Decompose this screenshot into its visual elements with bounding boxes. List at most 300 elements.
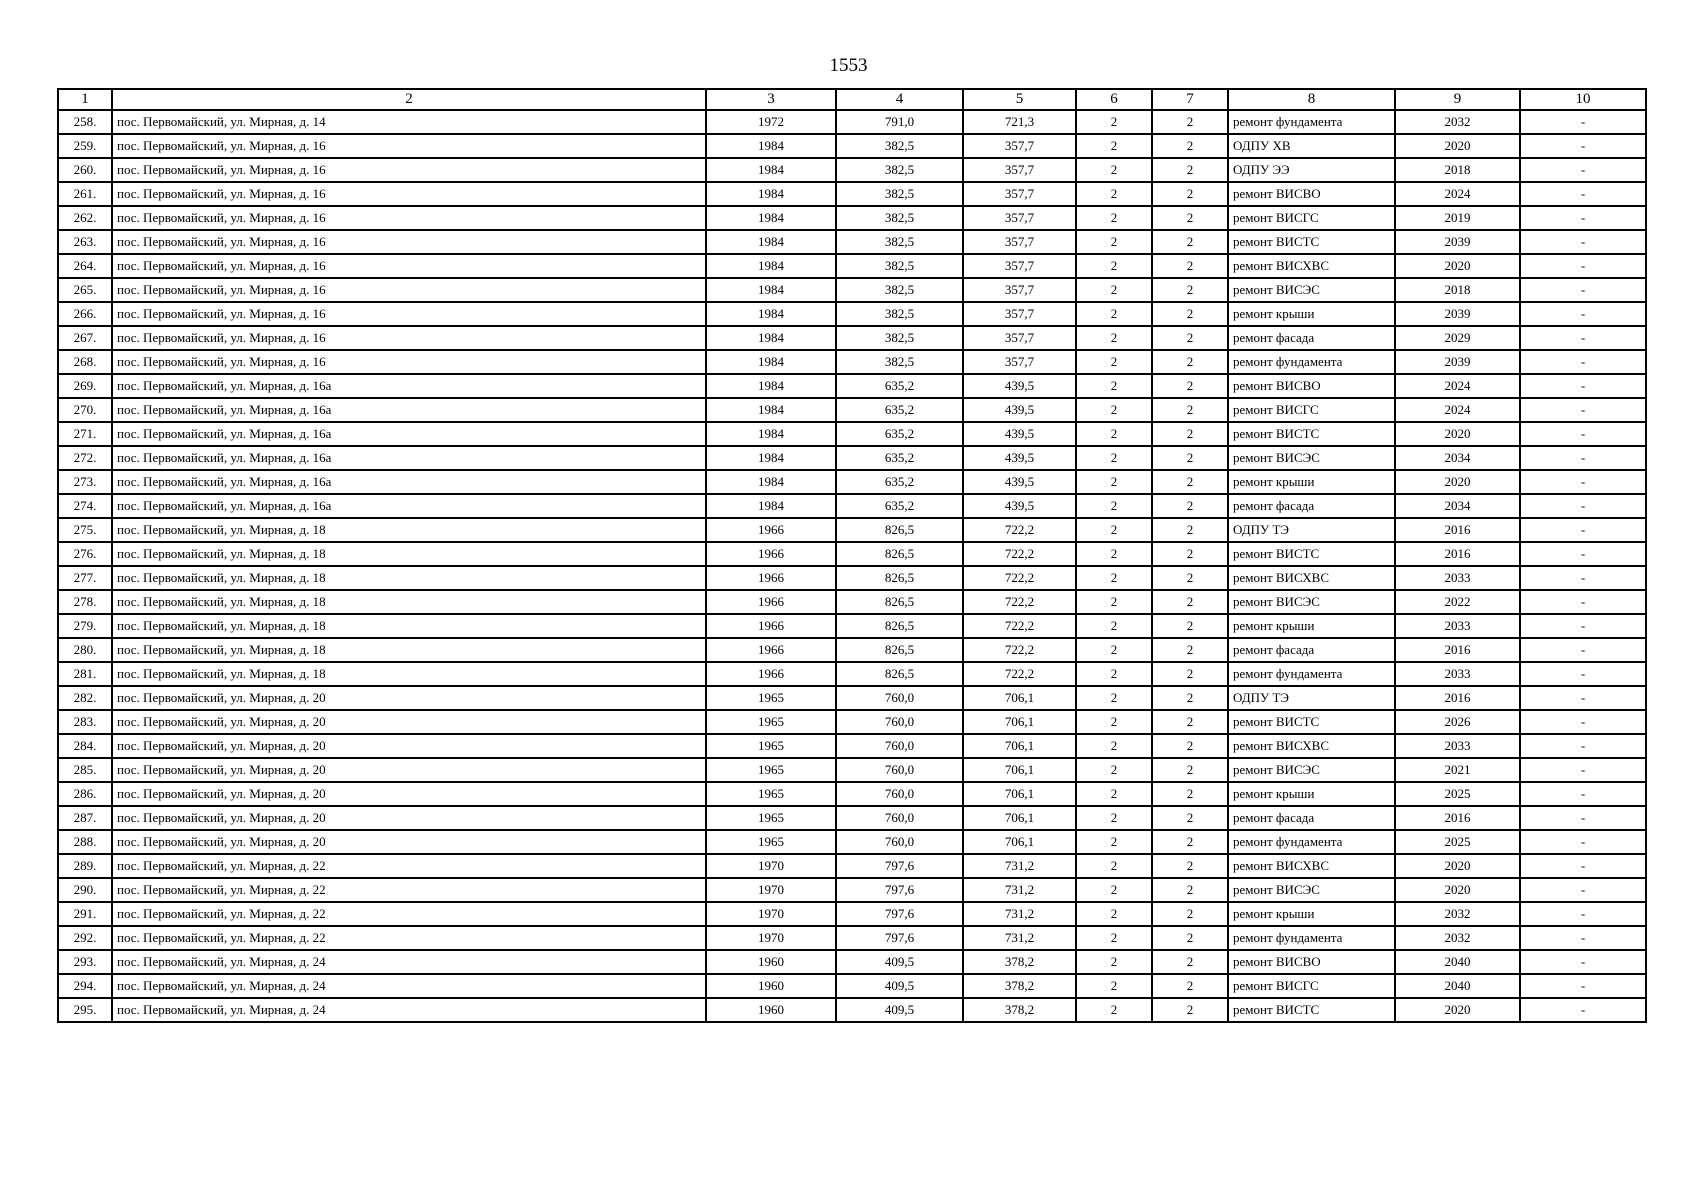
- cell-address: пос. Первомайский, ул. Мирная, д. 22: [112, 878, 706, 902]
- cell-year-built: 1970: [706, 902, 836, 926]
- table-row: [58, 302, 1646, 326]
- cell-row-number: 278.: [58, 590, 112, 614]
- cell-year-built: 1984: [706, 422, 836, 446]
- cell-address: пос. Первомайский, ул. Мирная, д. 18: [112, 638, 706, 662]
- cell-total-area: 826,5: [836, 518, 963, 542]
- cell-address: пос. Первомайский, ул. Мирная, д. 16: [112, 230, 706, 254]
- cell-floors: 2: [1076, 518, 1152, 542]
- cell-year-built: 1960: [706, 998, 836, 1022]
- cell-work-type: ремонт ВИСТС: [1228, 998, 1395, 1022]
- cell-entrances: 2: [1152, 134, 1228, 158]
- cell-work-type: ОДПУ ЭЭ: [1228, 158, 1395, 182]
- cell-entrances: 2: [1152, 902, 1228, 926]
- table-row: [58, 278, 1646, 302]
- cell-year-built: 1965: [706, 830, 836, 854]
- cell-row-number: 270.: [58, 398, 112, 422]
- cell-note: -: [1520, 614, 1646, 638]
- cell-living-area: 357,7: [963, 278, 1076, 302]
- cell-note: -: [1520, 182, 1646, 206]
- table-row: [58, 830, 1646, 854]
- cell-address: пос. Первомайский, ул. Мирная, д. 16а: [112, 398, 706, 422]
- cell-living-area: 439,5: [963, 422, 1076, 446]
- cell-row-number: 261.: [58, 182, 112, 206]
- cell-row-number: 282.: [58, 686, 112, 710]
- cell-address: пос. Первомайский, ул. Мирная, д. 16: [112, 326, 706, 350]
- cell-note: -: [1520, 782, 1646, 806]
- cell-total-area: 826,5: [836, 590, 963, 614]
- cell-living-area: 706,1: [963, 758, 1076, 782]
- cell-row-number: 281.: [58, 662, 112, 686]
- cell-year-built: 1984: [706, 350, 836, 374]
- cell-year-built: 1972: [706, 110, 836, 134]
- cell-total-area: 382,5: [836, 230, 963, 254]
- cell-total-area: 382,5: [836, 206, 963, 230]
- cell-address: пос. Первомайский, ул. Мирная, д. 14: [112, 110, 706, 134]
- cell-year: 2020: [1395, 422, 1520, 446]
- cell-note: -: [1520, 374, 1646, 398]
- cell-total-area: 635,2: [836, 446, 963, 470]
- cell-total-area: 382,5: [836, 254, 963, 278]
- cell-year-built: 1966: [706, 590, 836, 614]
- cell-work-type: ремонт крыши: [1228, 614, 1395, 638]
- cell-floors: 2: [1076, 350, 1152, 374]
- cell-note: -: [1520, 806, 1646, 830]
- cell-year: 2020: [1395, 878, 1520, 902]
- cell-living-area: 731,2: [963, 878, 1076, 902]
- cell-address: пос. Первомайский, ул. Мирная, д. 20: [112, 782, 706, 806]
- cell-row-number: 258.: [58, 110, 112, 134]
- cell-year: 2020: [1395, 470, 1520, 494]
- cell-note: -: [1520, 638, 1646, 662]
- cell-address: пос. Первомайский, ул. Мирная, д. 18: [112, 566, 706, 590]
- cell-total-area: 635,2: [836, 494, 963, 518]
- cell-year-built: 1984: [706, 326, 836, 350]
- cell-note: -: [1520, 974, 1646, 998]
- cell-total-area: 760,0: [836, 758, 963, 782]
- cell-row-number: 288.: [58, 830, 112, 854]
- cell-row-number: 286.: [58, 782, 112, 806]
- cell-year-built: 1965: [706, 710, 836, 734]
- cell-year: 2020: [1395, 854, 1520, 878]
- cell-total-area: 826,5: [836, 542, 963, 566]
- cell-floors: 2: [1076, 326, 1152, 350]
- table-row: [58, 614, 1646, 638]
- cell-entrances: 2: [1152, 494, 1228, 518]
- cell-floors: 2: [1076, 686, 1152, 710]
- cell-year: 2016: [1395, 638, 1520, 662]
- table-row: [58, 566, 1646, 590]
- cell-living-area: 722,2: [963, 518, 1076, 542]
- cell-work-type: ремонт ВИСЭС: [1228, 446, 1395, 470]
- cell-row-number: 276.: [58, 542, 112, 566]
- table-row: [58, 878, 1646, 902]
- cell-total-area: 635,2: [836, 398, 963, 422]
- cell-note: -: [1520, 902, 1646, 926]
- cell-address: пос. Первомайский, ул. Мирная, д. 16а: [112, 494, 706, 518]
- cell-year: 2024: [1395, 182, 1520, 206]
- table-row: [58, 350, 1646, 374]
- cell-living-area: 722,2: [963, 566, 1076, 590]
- cell-work-type: ремонт ВИСТС: [1228, 710, 1395, 734]
- cell-total-area: 382,5: [836, 182, 963, 206]
- cell-living-area: 706,1: [963, 734, 1076, 758]
- table-row: [58, 134, 1646, 158]
- cell-living-area: 357,7: [963, 158, 1076, 182]
- cell-floors: 2: [1076, 374, 1152, 398]
- cell-floors: 2: [1076, 182, 1152, 206]
- table-row: [58, 542, 1646, 566]
- cell-total-area: 409,5: [836, 974, 963, 998]
- cell-total-area: 826,5: [836, 614, 963, 638]
- cell-row-number: 275.: [58, 518, 112, 542]
- cell-year-built: 1970: [706, 878, 836, 902]
- cell-note: -: [1520, 758, 1646, 782]
- cell-total-area: 382,5: [836, 158, 963, 182]
- cell-floors: 2: [1076, 950, 1152, 974]
- cell-row-number: 295.: [58, 998, 112, 1022]
- table-row: [58, 950, 1646, 974]
- cell-row-number: 259.: [58, 134, 112, 158]
- cell-year: 2020: [1395, 254, 1520, 278]
- cell-floors: 2: [1076, 254, 1152, 278]
- table-row: [58, 758, 1646, 782]
- cell-entrances: 2: [1152, 350, 1228, 374]
- cell-address: пос. Первомайский, ул. Мирная, д. 22: [112, 926, 706, 950]
- table-row: [58, 854, 1646, 878]
- cell-work-type: ремонт ВИСВО: [1228, 950, 1395, 974]
- cell-living-area: 706,1: [963, 782, 1076, 806]
- cell-address: пос. Первомайский, ул. Мирная, д. 16: [112, 278, 706, 302]
- cell-entrances: 2: [1152, 446, 1228, 470]
- cell-entrances: 2: [1152, 542, 1228, 566]
- cell-total-area: 409,5: [836, 998, 963, 1022]
- cell-living-area: 722,2: [963, 590, 1076, 614]
- cell-living-area: 706,1: [963, 686, 1076, 710]
- cell-entrances: 2: [1152, 662, 1228, 686]
- cell-floors: 2: [1076, 494, 1152, 518]
- cell-living-area: 357,7: [963, 206, 1076, 230]
- cell-address: пос. Первомайский, ул. Мирная, д. 18: [112, 662, 706, 686]
- cell-address: пос. Первомайский, ул. Мирная, д. 24: [112, 974, 706, 998]
- cell-work-type: ремонт ВИСХВС: [1228, 254, 1395, 278]
- cell-entrances: 2: [1152, 854, 1228, 878]
- cell-year: 2029: [1395, 326, 1520, 350]
- cell-address: пос. Первомайский, ул. Мирная, д. 18: [112, 590, 706, 614]
- cell-row-number: 264.: [58, 254, 112, 278]
- cell-year: 2020: [1395, 134, 1520, 158]
- cell-work-type: ремонт крыши: [1228, 470, 1395, 494]
- cell-year-built: 1966: [706, 542, 836, 566]
- table-row: [58, 398, 1646, 422]
- cell-row-number: 262.: [58, 206, 112, 230]
- cell-note: -: [1520, 158, 1646, 182]
- column-header-5: 5: [963, 89, 1076, 110]
- cell-row-number: 287.: [58, 806, 112, 830]
- cell-living-area: 357,7: [963, 302, 1076, 326]
- cell-work-type: ремонт ВИСГС: [1228, 206, 1395, 230]
- cell-year: 2026: [1395, 710, 1520, 734]
- cell-year: 2034: [1395, 494, 1520, 518]
- cell-note: -: [1520, 254, 1646, 278]
- cell-year-built: 1984: [706, 182, 836, 206]
- cell-entrances: 2: [1152, 950, 1228, 974]
- table-row: [58, 782, 1646, 806]
- cell-entrances: 2: [1152, 110, 1228, 134]
- cell-year-built: 1966: [706, 662, 836, 686]
- cell-note: -: [1520, 422, 1646, 446]
- cell-note: -: [1520, 686, 1646, 710]
- cell-year: 2033: [1395, 566, 1520, 590]
- cell-floors: 2: [1076, 974, 1152, 998]
- cell-row-number: 272.: [58, 446, 112, 470]
- cell-work-type: ремонт ВИСЭС: [1228, 590, 1395, 614]
- cell-entrances: 2: [1152, 638, 1228, 662]
- cell-total-area: 760,0: [836, 806, 963, 830]
- cell-entrances: 2: [1152, 254, 1228, 278]
- cell-living-area: 378,2: [963, 950, 1076, 974]
- column-header-9: 9: [1395, 89, 1520, 110]
- cell-address: пос. Первомайский, ул. Мирная, д. 20: [112, 686, 706, 710]
- table-row: [58, 734, 1646, 758]
- cell-total-area: 760,0: [836, 830, 963, 854]
- cell-note: -: [1520, 878, 1646, 902]
- cell-row-number: 263.: [58, 230, 112, 254]
- cell-address: пос. Первомайский, ул. Мирная, д. 18: [112, 614, 706, 638]
- cell-living-area: 706,1: [963, 830, 1076, 854]
- table-row: [58, 470, 1646, 494]
- cell-living-area: 439,5: [963, 494, 1076, 518]
- table-row: [58, 206, 1646, 230]
- cell-year-built: 1966: [706, 638, 836, 662]
- cell-year-built: 1965: [706, 758, 836, 782]
- cell-year: 2024: [1395, 374, 1520, 398]
- cell-floors: 2: [1076, 158, 1152, 182]
- cell-floors: 2: [1076, 758, 1152, 782]
- cell-total-area: 797,6: [836, 878, 963, 902]
- cell-year: 2022: [1395, 590, 1520, 614]
- cell-floors: 2: [1076, 734, 1152, 758]
- cell-work-type: ОДПУ ХВ: [1228, 134, 1395, 158]
- cell-floors: 2: [1076, 926, 1152, 950]
- cell-floors: 2: [1076, 902, 1152, 926]
- cell-total-area: 826,5: [836, 638, 963, 662]
- cell-row-number: 285.: [58, 758, 112, 782]
- cell-address: пос. Первомайский, ул. Мирная, д. 24: [112, 998, 706, 1022]
- cell-entrances: 2: [1152, 806, 1228, 830]
- cell-year: 2020: [1395, 998, 1520, 1022]
- cell-row-number: 294.: [58, 974, 112, 998]
- cell-work-type: ремонт фундамента: [1228, 662, 1395, 686]
- cell-floors: 2: [1076, 422, 1152, 446]
- cell-note: -: [1520, 206, 1646, 230]
- table-row: [58, 638, 1646, 662]
- table-row: [58, 974, 1646, 998]
- cell-year-built: 1984: [706, 374, 836, 398]
- cell-year: 2018: [1395, 278, 1520, 302]
- table-row: [58, 494, 1646, 518]
- cell-row-number: 273.: [58, 470, 112, 494]
- cell-year: 2033: [1395, 614, 1520, 638]
- cell-note: -: [1520, 590, 1646, 614]
- cell-year: 2024: [1395, 398, 1520, 422]
- table-row: [58, 422, 1646, 446]
- cell-entrances: 2: [1152, 566, 1228, 590]
- cell-work-type: ремонт ВИСГС: [1228, 398, 1395, 422]
- cell-floors: 2: [1076, 662, 1152, 686]
- table-row: [58, 590, 1646, 614]
- cell-floors: 2: [1076, 230, 1152, 254]
- cell-living-area: 731,2: [963, 902, 1076, 926]
- cell-living-area: 731,2: [963, 854, 1076, 878]
- cell-year-built: 1970: [706, 854, 836, 878]
- cell-entrances: 2: [1152, 710, 1228, 734]
- cell-living-area: 378,2: [963, 998, 1076, 1022]
- cell-work-type: ремонт ВИСЭС: [1228, 278, 1395, 302]
- cell-note: -: [1520, 230, 1646, 254]
- cell-living-area: 721,3: [963, 110, 1076, 134]
- cell-entrances: 2: [1152, 470, 1228, 494]
- cell-floors: 2: [1076, 110, 1152, 134]
- cell-address: пос. Первомайский, ул. Мирная, д. 16а: [112, 446, 706, 470]
- cell-total-area: 382,5: [836, 134, 963, 158]
- cell-floors: 2: [1076, 134, 1152, 158]
- cell-address: пос. Первомайский, ул. Мирная, д. 22: [112, 854, 706, 878]
- cell-note: -: [1520, 494, 1646, 518]
- cell-living-area: 439,5: [963, 374, 1076, 398]
- cell-work-type: ремонт фасада: [1228, 638, 1395, 662]
- cell-note: -: [1520, 710, 1646, 734]
- cell-year-built: 1984: [706, 398, 836, 422]
- cell-work-type: ремонт фасада: [1228, 806, 1395, 830]
- cell-floors: 2: [1076, 854, 1152, 878]
- cell-year: 2021: [1395, 758, 1520, 782]
- cell-total-area: 382,5: [836, 350, 963, 374]
- cell-year-built: 1984: [706, 158, 836, 182]
- cell-year-built: 1984: [706, 206, 836, 230]
- cell-work-type: ремонт фасада: [1228, 326, 1395, 350]
- cell-entrances: 2: [1152, 518, 1228, 542]
- cell-living-area: 439,5: [963, 470, 1076, 494]
- cell-work-type: ремонт ВИСЭС: [1228, 758, 1395, 782]
- cell-year: 2016: [1395, 518, 1520, 542]
- cell-floors: 2: [1076, 638, 1152, 662]
- cell-year-built: 1960: [706, 974, 836, 998]
- cell-work-type: ремонт ВИСЭС: [1228, 878, 1395, 902]
- cell-year-built: 1966: [706, 518, 836, 542]
- cell-floors: 2: [1076, 830, 1152, 854]
- column-header-8: 8: [1228, 89, 1395, 110]
- cell-year: 2016: [1395, 686, 1520, 710]
- cell-living-area: 357,7: [963, 134, 1076, 158]
- cell-total-area: 797,6: [836, 926, 963, 950]
- column-header-7: 7: [1152, 89, 1228, 110]
- cell-entrances: 2: [1152, 998, 1228, 1022]
- column-header-10: 10: [1520, 89, 1646, 110]
- cell-total-area: 797,6: [836, 902, 963, 926]
- cell-address: пос. Первомайский, ул. Мирная, д. 20: [112, 830, 706, 854]
- cell-row-number: 289.: [58, 854, 112, 878]
- cell-work-type: ремонт ВИСВО: [1228, 374, 1395, 398]
- cell-entrances: 2: [1152, 926, 1228, 950]
- cell-living-area: 439,5: [963, 398, 1076, 422]
- cell-address: пос. Первомайский, ул. Мирная, д. 16: [112, 302, 706, 326]
- cell-note: -: [1520, 830, 1646, 854]
- cell-note: -: [1520, 302, 1646, 326]
- cell-total-area: 635,2: [836, 374, 963, 398]
- table-row: [58, 710, 1646, 734]
- table-row: [58, 374, 1646, 398]
- cell-note: -: [1520, 950, 1646, 974]
- cell-year-built: 1970: [706, 926, 836, 950]
- cell-address: пос. Первомайский, ул. Мирная, д. 20: [112, 710, 706, 734]
- cell-year-built: 1984: [706, 134, 836, 158]
- cell-row-number: 279.: [58, 614, 112, 638]
- cell-living-area: 378,2: [963, 974, 1076, 998]
- cell-total-area: 760,0: [836, 710, 963, 734]
- cell-floors: 2: [1076, 278, 1152, 302]
- cell-address: пос. Первомайский, ул. Мирная, д. 16: [112, 134, 706, 158]
- cell-living-area: 731,2: [963, 926, 1076, 950]
- cell-living-area: 722,2: [963, 542, 1076, 566]
- table-row: [58, 254, 1646, 278]
- cell-total-area: 826,5: [836, 662, 963, 686]
- cell-note: -: [1520, 854, 1646, 878]
- cell-address: пос. Первомайский, ул. Мирная, д. 16а: [112, 470, 706, 494]
- column-header-4: 4: [836, 89, 963, 110]
- cell-row-number: 290.: [58, 878, 112, 902]
- cell-year-built: 1966: [706, 566, 836, 590]
- cell-note: -: [1520, 566, 1646, 590]
- cell-total-area: 382,5: [836, 302, 963, 326]
- cell-address: пос. Первомайский, ул. Мирная, д. 22: [112, 902, 706, 926]
- cell-entrances: 2: [1152, 734, 1228, 758]
- cell-note: -: [1520, 446, 1646, 470]
- table-row: [58, 998, 1646, 1022]
- cell-note: -: [1520, 398, 1646, 422]
- cell-total-area: 797,6: [836, 854, 963, 878]
- cell-living-area: 357,7: [963, 182, 1076, 206]
- cell-total-area: 760,0: [836, 782, 963, 806]
- cell-floors: 2: [1076, 806, 1152, 830]
- cell-living-area: 357,7: [963, 350, 1076, 374]
- page-number: 1553: [829, 55, 868, 76]
- table-row: [58, 662, 1646, 686]
- cell-entrances: 2: [1152, 398, 1228, 422]
- cell-address: пос. Первомайский, ул. Мирная, д. 16: [112, 158, 706, 182]
- cell-address: пос. Первомайский, ул. Мирная, д. 16: [112, 254, 706, 278]
- cell-address: пос. Первомайский, ул. Мирная, д. 16а: [112, 374, 706, 398]
- cell-total-area: 382,5: [836, 278, 963, 302]
- cell-total-area: 382,5: [836, 326, 963, 350]
- cell-total-area: 791,0: [836, 110, 963, 134]
- cell-work-type: ремонт ВИСТС: [1228, 422, 1395, 446]
- cell-row-number: 271.: [58, 422, 112, 446]
- cell-address: пос. Первомайский, ул. Мирная, д. 18: [112, 518, 706, 542]
- table-header: [58, 89, 1646, 110]
- cell-row-number: 283.: [58, 710, 112, 734]
- cell-floors: 2: [1076, 470, 1152, 494]
- cell-floors: 2: [1076, 998, 1152, 1022]
- cell-year: 2040: [1395, 950, 1520, 974]
- cell-work-type: ремонт ВИСТС: [1228, 542, 1395, 566]
- cell-note: -: [1520, 134, 1646, 158]
- column-header-3: 3: [706, 89, 836, 110]
- cell-floors: 2: [1076, 878, 1152, 902]
- cell-year-built: 1965: [706, 782, 836, 806]
- cell-total-area: 760,0: [836, 734, 963, 758]
- cell-year-built: 1984: [706, 470, 836, 494]
- table-row: [58, 806, 1646, 830]
